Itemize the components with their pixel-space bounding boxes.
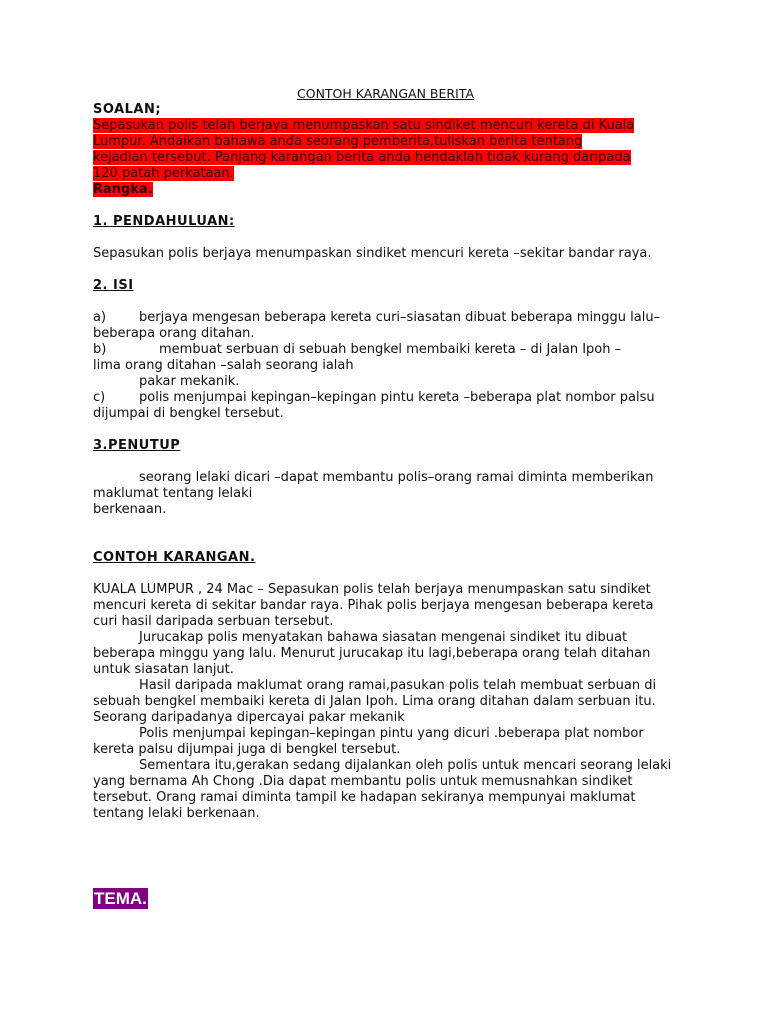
isi-b-line1: membuat serbuan di sebuah bengkel membaiki kereta – di Jalan Ipoh – [159, 342, 622, 357]
pendahuluan-heading: 1. PENDAHULUAN: [93, 214, 235, 229]
soalan-label: SOALAN; [93, 102, 162, 117]
karangan-paragraph-1: KUALA LUMPUR , 24 Mac – Sepasukan polis telah berjaya menumpaskan satu sindiket mencuri kereta di sekitar bandar raya. Pihak polis berjaya mengesan beberapa kereta curi hasil daripada serbuan tersebut. [93, 582, 654, 629]
isi-b-line2: lima orang ditahan –salah seorang ialah [93, 358, 354, 373]
isi-heading: 2. ISI [93, 278, 134, 293]
page-title: CONTOH KARANGAN BERITA [297, 86, 474, 101]
isi-item-a [93, 310, 678, 342]
tema-heading: TEMA. [94, 889, 147, 908]
karangan-paragraph-5: Sementara itu,gerakan sedang dijalankan oleh polis untuk mencari seorang lelaki yang bernama Ah Chong .Dia dapat membantu polis untuk memusnahkan sindiket tersebut. Orang ramai diminta tampil ke hadapan sekiranya mempunyai maklumat tentang lelaki berkenaan. [93, 758, 672, 821]
pendahuluan-text: Sepasukan polis berjaya menumpaskan sindiket mencuri kereta –sekitar bandar raya. [93, 246, 652, 261]
isi-c-line2: dijumpai di bengkel tersebut. [93, 406, 284, 421]
isi-a-label: a) [93, 310, 107, 325]
karangan-paragraph-3: Hasil daripada maklumat orang ramai,pasukan polis telah membuat serbuan di sebuah bengkel membaiki kereta di Jalan Ipoh. Lima orang ditahan dalam serbuan itu. Seorang daripadanya dipercayai pakar mekanik [93, 678, 657, 725]
karangan-body [93, 582, 678, 822]
isi-item-c [93, 390, 678, 422]
penutup-line2: maklumat tentang lelaki [93, 486, 253, 501]
isi-b-line3: pakar mekanik. [139, 374, 240, 389]
isi-c-line1: polis menjumpai kepingan–kepingan pintu kereta –beberapa plat nombor palsu [139, 390, 655, 405]
isi-c-label: c) [93, 390, 106, 405]
karangan-paragraph-2: Jurucakap polis menyatakan bahawa siasatan mengenai sindiket itu dibuat beberapa minggu yang lalu. Menurut jurucakap itu lagi,beberapa orang telah ditahan untuk siasatan lanjut. [93, 630, 651, 677]
karangan-paragraph-4: Polis menjumpai kepingan–kepingan pintu yang dicuri .beberapa plat nombor kereta palsu dijumpai juga di bengkel tersebut. [93, 726, 644, 757]
isi-a-line1: berjaya mengesan beberapa kereta curi–siasatan dibuat beberapa minggu lalu– [139, 310, 661, 325]
rangka-label: Rangka. [93, 182, 153, 197]
rangka-line [93, 182, 678, 198]
question-text: Sepasukan polis telah berjaya menumpaskan satu sindiket mencuri kereta di Kuala Lumpur. Andaikan bahawa anda seorang pemberita,tuliskan berita tentang kejadian tersebut. Panjang karangan berita anda hendaklah tidak kurang daripada 120 patah perkataan. [93, 118, 635, 181]
isi-item-b [93, 342, 678, 390]
isi-b-label: b) [93, 342, 107, 357]
penutup-block [93, 470, 678, 518]
penutup-heading: 3.PENUTUP [93, 438, 181, 453]
isi-a-line2: beberapa orang ditahan. [93, 326, 255, 341]
document-page [93, 86, 678, 822]
penutup-line1: seorang lelaki dicari –dapat membantu polis–orang ramai diminta memberikan [139, 470, 654, 485]
question-block [93, 118, 641, 182]
karangan-heading: CONTOH KARANGAN. [93, 550, 256, 565]
penutup-line3: berkenaan. [93, 502, 167, 517]
